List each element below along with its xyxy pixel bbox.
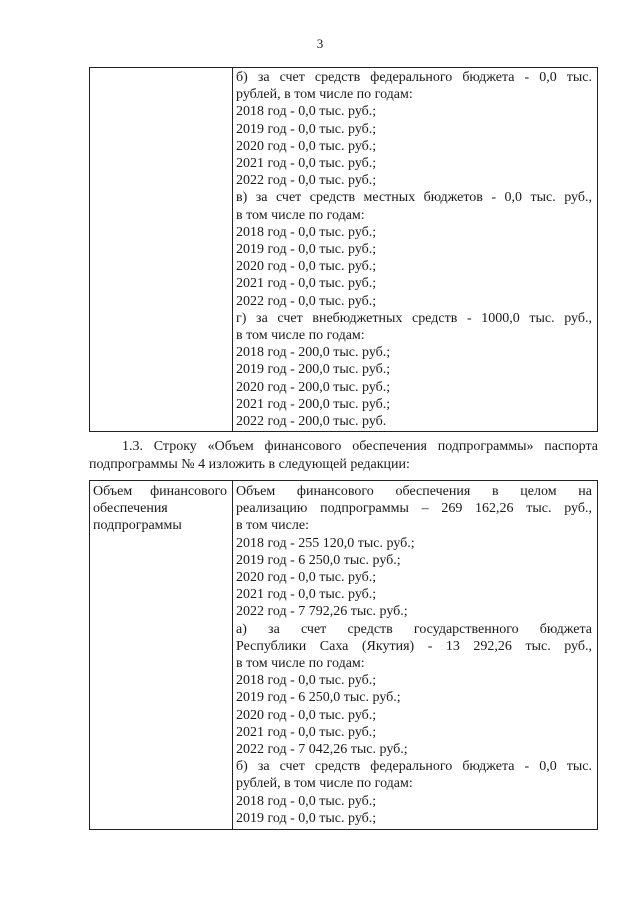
text-line: реализацию подпрограммы – 269 162,26 тыс. руб., [236, 501, 592, 517]
paragraph-line: 1.3. Строку «Объем финансового обеспечения подпрограммы» паспорта [122, 439, 598, 454]
table-row [90, 481, 598, 830]
text-line: 2021 год - 200,0 тыс. руб.; [236, 396, 391, 412]
text-line: в том числе по годам: [236, 207, 365, 223]
text-line: 2019 год - 6 250,0 тыс. руб.; [236, 690, 401, 706]
page-number: 3 [316, 36, 324, 51]
text-line: 2018 год - 0,0 тыс. руб.; [236, 104, 377, 120]
text-line: 2018 год - 0,0 тыс. руб.; [236, 673, 377, 689]
text-line: 2019 год - 0,0 тыс. руб.; [236, 810, 377, 826]
text-line: 2020 год - 0,0 тыс. руб.; [236, 138, 377, 154]
text-line: 2019 год - 0,0 тыс. руб.; [236, 121, 377, 137]
text-line: 2022 год - 0,0 тыс. руб.; [236, 173, 377, 189]
text-line: в) за счет средств местных бюджетов - 0,0 тыс. руб., [236, 190, 592, 206]
table-cell-content [233, 481, 598, 830]
text-line: Республики Саха (Якутия) - 13 292,26 тыс. руб., [236, 638, 592, 654]
text-line: 2021 год - 0,0 тыс. руб.; [236, 276, 377, 292]
funding-table-subprogram-4 [89, 480, 598, 830]
label-line: Объем финансового [93, 484, 227, 499]
text-line: а) за счет средств государственного бюджета [236, 621, 592, 637]
text-line: 2021 год - 0,0 тыс. руб.; [236, 156, 377, 172]
label-line: подпрограммы [93, 518, 182, 534]
text-line: 2019 год - 0,0 тыс. руб.; [236, 242, 377, 258]
text-line: Объем финансового обеспечения в целом на [236, 484, 592, 499]
text-line: 2020 год - 0,0 тыс. руб.; [236, 570, 377, 586]
table-cell-label [90, 481, 233, 830]
text-line: рублей, в том числе по годам: [236, 776, 413, 792]
text-line: 2020 год - 0,0 тыс. руб.; [236, 707, 377, 723]
text-line: 2021 год - 0,0 тыс. руб.; [236, 587, 377, 603]
label-line: обеспечения [93, 501, 168, 517]
text-line: 2022 год - 200,0 тыс. руб. [236, 414, 387, 430]
text-line: 2019 год - 200,0 тыс. руб.; [236, 362, 391, 378]
text-line: б) за счет средств федерального бюджета - 0,0 тыс. [236, 759, 592, 775]
text-line: 2022 год - 7 792,26 тыс. руб.; [236, 604, 408, 620]
table-row [90, 68, 598, 432]
paragraph-line: подпрограммы № 4 изложить в следующей редакции: [89, 457, 410, 472]
funding-table-continued [89, 67, 598, 432]
text-line: 2018 год - 0,0 тыс. руб.; [236, 793, 377, 809]
text-line: в том числе по годам: [236, 656, 365, 672]
paragraph-1-3 [89, 438, 598, 474]
text-line: б) за счет средств федерального бюджета - 0,0 тыс. [236, 70, 592, 85]
text-line: 2018 год - 200,0 тыс. руб.; [236, 345, 391, 361]
text-line: 2021 год - 0,0 тыс. руб.; [236, 724, 377, 740]
text-line: в том числе: [236, 518, 309, 534]
table-cell-content [233, 68, 598, 432]
text-line: г) за счет внебюджетных средств - 1000,0 тыс. руб., [236, 310, 592, 326]
text-line: 2018 год - 255 120,0 тыс. руб.; [236, 535, 415, 551]
text-line: 2022 год - 7 042,26 тыс. руб.; [236, 742, 408, 758]
text-line: 2022 год - 0,0 тыс. руб.; [236, 293, 377, 309]
text-line: 2018 год - 0,0 тыс. руб.; [236, 224, 377, 240]
text-line: рублей, в том числе по годам: [236, 87, 413, 103]
text-line: в том числе по годам: [236, 328, 365, 344]
table-cell-label [90, 68, 233, 432]
text-line: 2020 год - 200,0 тыс. руб.; [236, 379, 391, 395]
text-line: 2019 год - 6 250,0 тыс. руб.; [236, 552, 401, 568]
text-line: 2020 год - 0,0 тыс. руб.; [236, 259, 377, 275]
